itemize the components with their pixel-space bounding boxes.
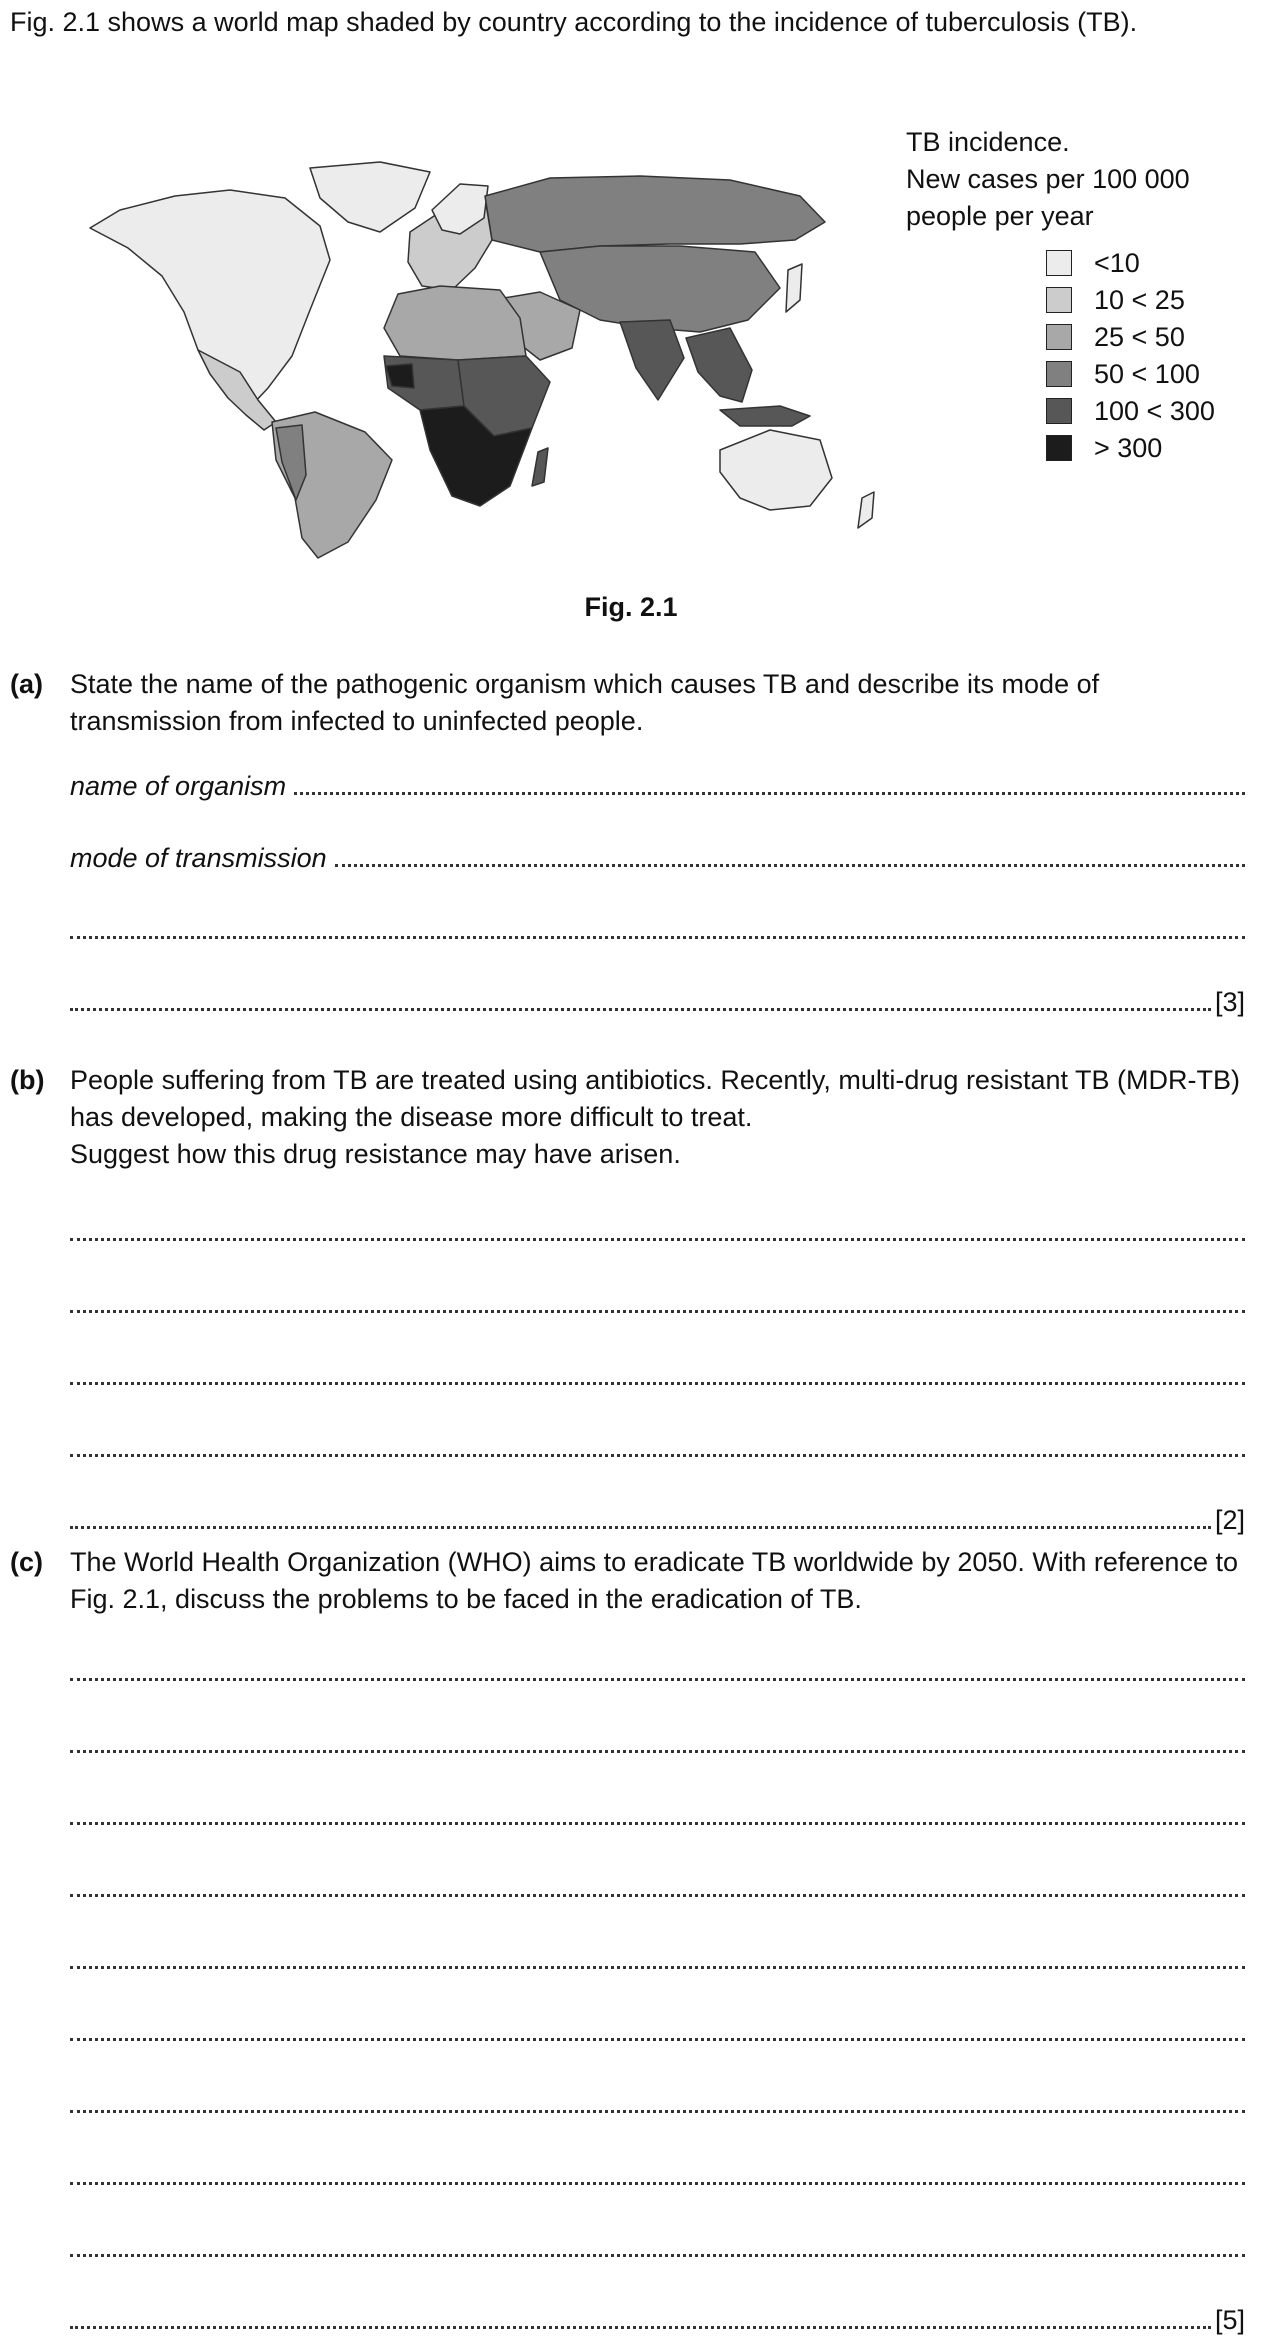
legend-item: [1046, 321, 1185, 353]
legend-item: [1046, 358, 1200, 390]
answer-line[interactable]: [70, 2228, 1245, 2264]
map-north-africa: [384, 286, 526, 360]
answer-dots: [70, 1454, 1245, 1457]
answer-line[interactable]: [70, 2156, 1245, 2192]
legend-label: > 300: [1094, 433, 1163, 463]
answer-line[interactable]: [70, 1940, 1245, 1976]
question-a-text: State the name of the pathogenic organism which causes TB and describe its mode of transmission from infected to uninfected people.: [70, 669, 1100, 736]
answer-dots: [70, 2254, 1245, 2257]
map-indonesia: [720, 406, 810, 426]
answer-line[interactable]: [70, 2300, 1245, 2336]
marks-c: [5]: [1214, 2305, 1245, 2335]
legend-swatch: [1046, 435, 1072, 461]
legend-label: <10: [1094, 248, 1140, 278]
answer-dots: [70, 1238, 1245, 1241]
answer-dots: [70, 2038, 1245, 2041]
answer-dots: [70, 1822, 1245, 1825]
answer-dots: [70, 1894, 1245, 1897]
legend-label: 100 < 300: [1094, 396, 1215, 426]
question-c-text: The World Health Organization (WHO) aims to eradicate TB worldwide by 2050. With reference to Fig. 2.1, discuss the problems to be faced in the eradication of TB.: [70, 1547, 1238, 1614]
answer-dots: [70, 1750, 1245, 1753]
legend-swatch: [1046, 398, 1072, 424]
map-madagascar: [532, 448, 548, 486]
answer-line[interactable]: [70, 1212, 1245, 1248]
legend-item: [1046, 284, 1185, 316]
map-australia: [720, 430, 832, 510]
marks-b: [2]: [1214, 1505, 1245, 1535]
intro-text: Fig. 2.1 shows a world map shaded by country according to the incidence of tuberculosis (TB).: [10, 7, 1138, 37]
organism-label: name of organism: [70, 771, 287, 801]
legend-swatch: [1046, 324, 1072, 350]
legend-swatch: [1046, 361, 1072, 387]
answer-line[interactable]: [70, 1500, 1245, 1536]
map-southeast-asia: [686, 328, 752, 402]
map-japan: [786, 264, 802, 312]
answer-line-organism[interactable]: [70, 766, 1245, 802]
answer-dots: [70, 2326, 1211, 2329]
legend-swatch: [1046, 250, 1072, 276]
legend-label: 25 < 50: [1094, 322, 1185, 352]
question-c-letter: (c): [10, 1547, 43, 1577]
answer-line[interactable]: [70, 1356, 1245, 1392]
answer-line[interactable]: [70, 1284, 1245, 1320]
legend-swatch: [1046, 287, 1072, 313]
question-b-paragraph: People suffering from TB are treated using antibiotics. Recently, multi-drug resistant TB (MDR-TB) has developed, making the disease more difficult to treat.: [70, 1065, 1240, 1132]
answer-line[interactable]: [70, 1868, 1245, 1904]
answer-line[interactable]: [70, 2012, 1245, 2048]
map-new-zealand: [858, 492, 874, 528]
map-russia: [485, 176, 825, 252]
question-b-instruction: Suggest how this drug resistance may have arisen.: [70, 1139, 681, 1169]
legend-title-line: people per year: [906, 201, 1094, 231]
world-map: [80, 160, 900, 560]
answer-line[interactable]: [70, 2084, 1245, 2120]
answer-dots: [70, 2110, 1245, 2113]
answer-dots: [70, 1966, 1245, 1969]
answer-dots: [294, 792, 1245, 795]
answer-line[interactable]: [70, 1428, 1245, 1464]
legend-title-line: New cases per 100 000: [906, 164, 1190, 194]
answer-line[interactable]: [70, 910, 1245, 946]
map-india: [620, 320, 684, 400]
answer-line-transmission[interactable]: [70, 838, 1245, 874]
answer-dots: [70, 1310, 1245, 1313]
legend-title-line: TB incidence.: [906, 127, 1070, 157]
answer-dots: [335, 864, 1245, 867]
answer-dots: [70, 1526, 1211, 1529]
legend-label: 10 < 25: [1094, 285, 1185, 315]
question-a-letter: (a): [10, 669, 43, 699]
legend-item: [1046, 247, 1140, 279]
question-b-text: [70, 1062, 1250, 1173]
answer-line[interactable]: [70, 982, 1245, 1018]
legend-item: [1046, 432, 1162, 464]
answer-dots: [70, 2182, 1245, 2185]
marks-a: [3]: [1214, 987, 1245, 1017]
answer-line[interactable]: [70, 1724, 1245, 1760]
answer-line[interactable]: [70, 1652, 1245, 1688]
answer-dots: [70, 1382, 1245, 1385]
figure-caption: Fig. 2.1: [584, 592, 678, 622]
map-greenland: [310, 162, 430, 232]
answer-line[interactable]: [70, 1796, 1245, 1832]
answer-dots: [70, 1678, 1245, 1681]
question-b-letter: (b): [10, 1065, 45, 1095]
answer-dots: [70, 1008, 1211, 1011]
legend-label: 50 < 100: [1094, 359, 1200, 389]
legend-title: [906, 124, 1190, 235]
legend-item: [1046, 395, 1215, 427]
transmission-label: mode of transmission: [70, 843, 327, 873]
answer-dots: [70, 936, 1245, 939]
